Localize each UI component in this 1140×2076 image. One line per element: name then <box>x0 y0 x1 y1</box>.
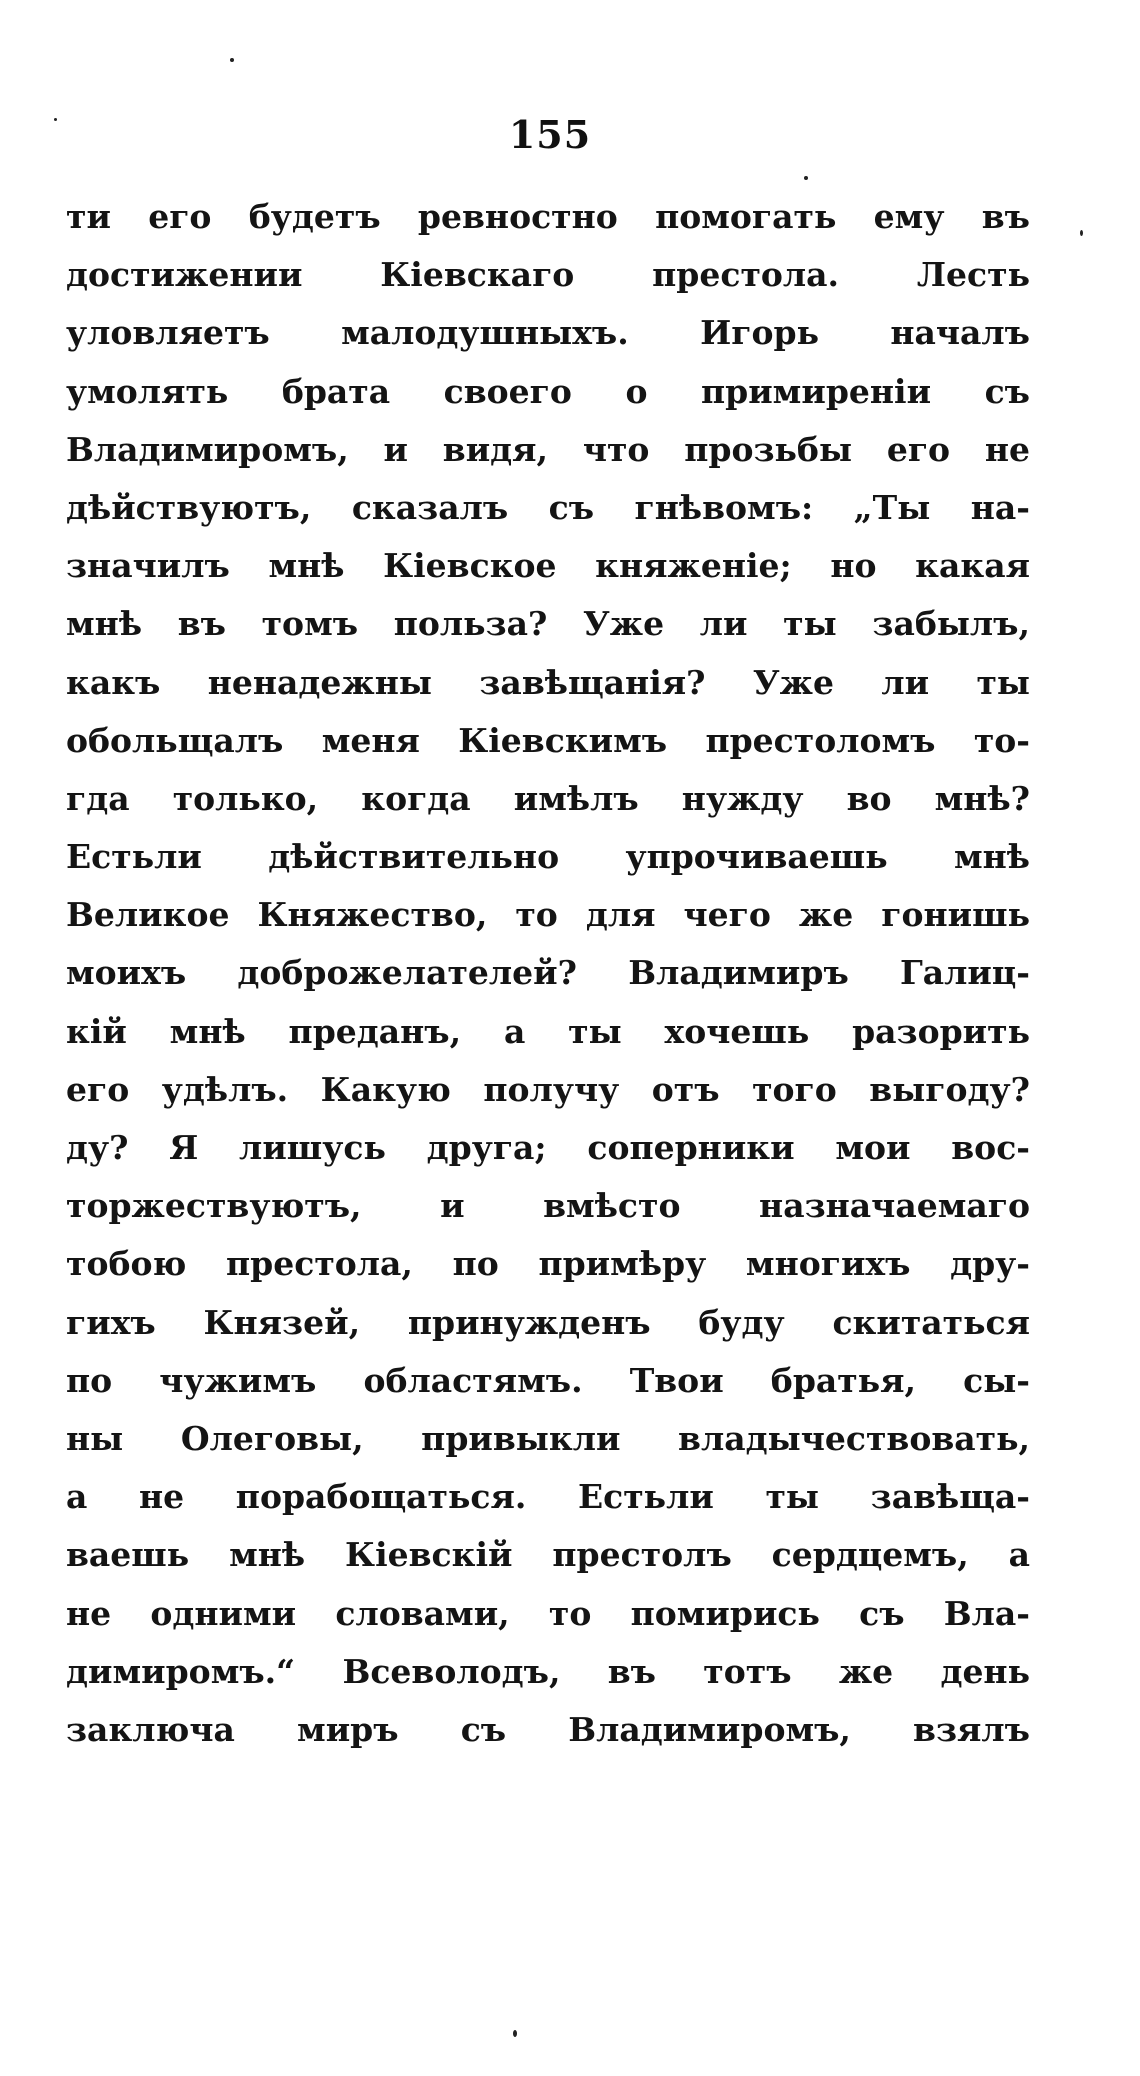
text-line: моихъ доброжелателей? Владимиръ Галиц- <box>66 953 1030 993</box>
text-line: заключа миръ съ Владимиромъ, взялъ <box>66 1709 1030 1749</box>
text-line: уловляетъ малодушныхъ. Игорь началъ <box>66 313 1030 353</box>
text-line: димиромъ.“ Всеволодъ, въ тотъ же день <box>66 1651 1030 1691</box>
body-text <box>66 188 1030 1759</box>
text-line: ду? Я лишусь друга; соперники мои вос- <box>66 1128 1030 1167</box>
text-line: Владимиромъ, и видя, что прозьбы его не <box>66 429 1030 469</box>
print-speck <box>513 2030 517 2037</box>
text-line: обольщалъ меня Кіевскимъ престоломъ то- <box>66 720 1030 760</box>
text-line: по чужимъ областямъ. Твои братья, сы- <box>66 1360 1030 1400</box>
text-line: торжествуютъ, и вмѣсто назначаемаго <box>66 1186 1030 1226</box>
text-line: умолять брата своего о примиреніи съ <box>66 371 1030 411</box>
print-speck <box>1080 230 1083 236</box>
print-speck <box>230 58 234 62</box>
text-line: Естьли дѣйствительно упрочиваешь мнѣ <box>66 837 1030 877</box>
text-line: гда только, когда имѣлъ нужду во мнѣ? <box>66 778 1030 818</box>
text-line: достижении Кіевскаго престола. Лесть <box>66 255 1030 295</box>
text-line: мнѣ въ томъ польза? Уже ли ты забылъ, <box>66 604 1030 644</box>
text-line: не одними словами, то помирись съ Вла- <box>66 1593 1030 1633</box>
text-line: Великое Княжество, то для чего же гонишь <box>66 895 1030 935</box>
text-line: а не порабощаться. Естьли ты завѣща- <box>66 1477 1030 1517</box>
text-line: значилъ мнѣ Кіевское княженіе; но какая <box>66 546 1030 586</box>
text-line: дѣйствуютъ, сказалъ съ гнѣвомъ: „Ты на- <box>66 487 1030 527</box>
print-speck <box>54 118 57 121</box>
text-line: ваешь мнѣ Кіевскій престолъ сердцемъ, а <box>66 1535 1030 1575</box>
text-line: тобою престола, по примѣру многихъ дру- <box>66 1244 1030 1284</box>
text-line: его удѣлъ. Какую получу отъ того выгоду? <box>66 1069 1030 1109</box>
text-line: ны Олеговы, привыкли владычествовать, <box>66 1418 1030 1458</box>
print-speck <box>804 176 808 180</box>
text-line: кій мнѣ преданъ, а ты хочешь разорить <box>66 1011 1030 1051</box>
text-line: ти его будетъ ревностно помогать ему въ <box>66 197 1030 236</box>
text-line: какъ ненадежны завѣщанія? Уже ли ты <box>66 662 1030 702</box>
page-number: 155 <box>508 112 592 157</box>
text-line: гихъ Князей, принужденъ буду скитаться <box>66 1302 1030 1342</box>
